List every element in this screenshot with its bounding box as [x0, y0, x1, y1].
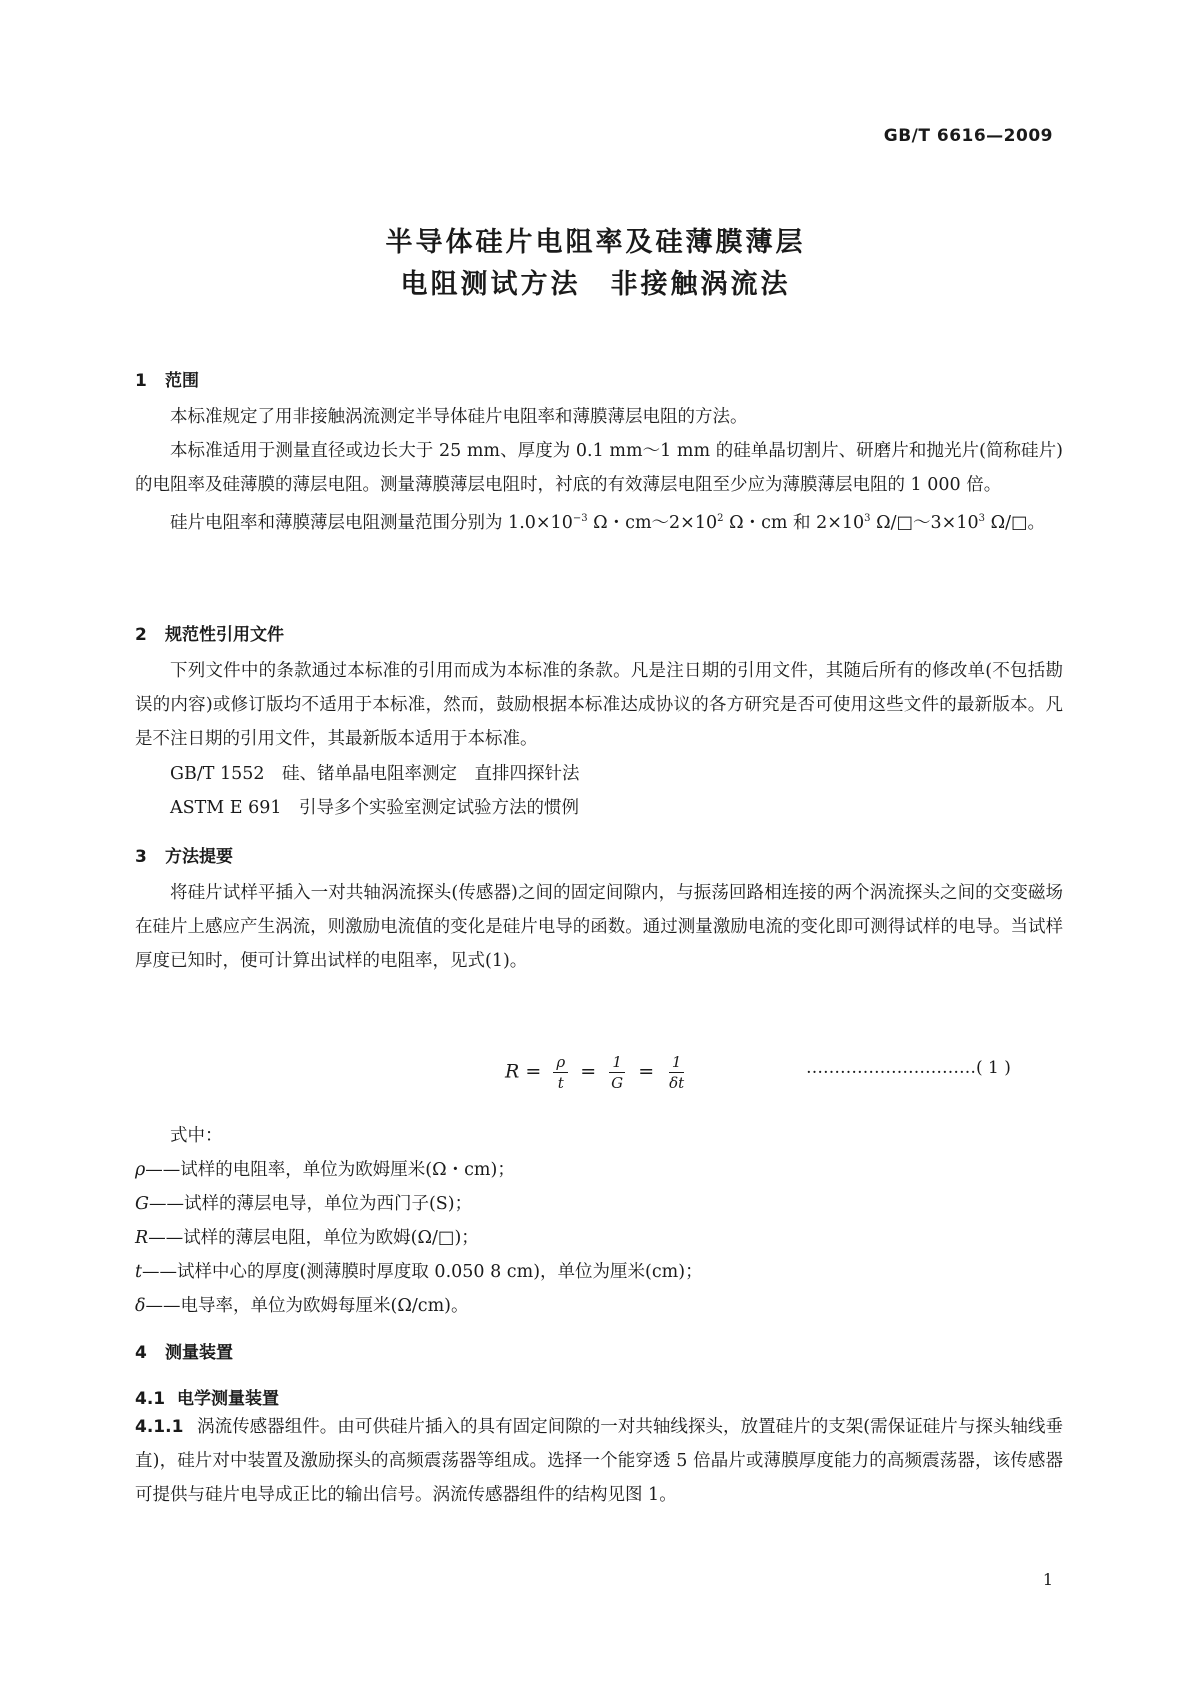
text-run: Ω・cm～2×10	[587, 512, 718, 533]
section-2-body	[135, 654, 1063, 756]
section-number: 2	[135, 625, 147, 645]
exponent: 3	[864, 513, 871, 524]
variable-description: ——试样的薄层电阻，单位为欧姆(Ω/□)；	[148, 1228, 479, 1248]
variable-description: ——电导率，单位为欧姆每厘米(Ω/cm)。	[145, 1296, 469, 1316]
denominator: G	[611, 1074, 624, 1092]
section-3-body	[135, 876, 1063, 978]
section-4-heading	[135, 1338, 233, 1363]
section-title: 测量装置	[165, 1343, 233, 1363]
section-title: 范围	[165, 371, 199, 391]
reference-gb-t-1552: GB/T 1552 硅、锗单晶电阻率测定 直排四探针法	[170, 764, 580, 784]
standard-code: GB/T 6616—2009	[883, 126, 1053, 146]
subsection-title: 电学测量装置	[177, 1389, 279, 1409]
resistance-equation	[505, 1052, 693, 1093]
clause-text: 涡流传感器组件。由可供硅片插入的具有固定间隙的一对共轴线探头，放置硅片的支架(需保证硅片与探头轴线垂直)，硅片对中装置及激励探头的高频震荡器等组成。选择一个能穿透 5 倍晶片或薄膜厚度能力的高频震荡器，该传感器可提供与硅片电导成正比的输出信号。涡流传感器组件的结构见图 1。	[135, 1417, 1063, 1505]
section-number: 1	[135, 371, 147, 391]
paragraph: 本标准适用于测量直径或边长大于 25 mm、厚度为 0.1 mm～1 mm 的硅单晶切割片、研磨片和抛光片(简称硅片)的电阻率及硅薄膜的薄层电阻。测量薄膜薄层电阻时，衬底的有效薄层电阻至少应为薄膜薄层电阻的 1 000 倍。	[135, 441, 1063, 495]
equation-number: …………………………( 1 )	[806, 1058, 1011, 1078]
variable-delta-definition	[135, 1292, 469, 1317]
fraction-one-over-delta-t	[666, 1052, 687, 1093]
section-3-heading	[135, 842, 233, 867]
variable-description: ——试样的薄层电导，单位为西门子(S)；	[148, 1194, 473, 1214]
fraction-rho-over-t	[553, 1052, 568, 1093]
exponent: 3	[978, 513, 985, 524]
section-number: 4	[135, 1343, 147, 1363]
subsection-4-1-heading	[135, 1384, 279, 1409]
variable-description: ——试样中心的厚度(测薄膜时厚度取 0.050 8 cm)，单位为厘米(cm)；	[142, 1262, 703, 1282]
variable-symbol: R	[135, 1228, 149, 1248]
numerator: 1	[609, 1052, 625, 1073]
section-1-heading	[135, 366, 199, 391]
title-line-1: 半导体硅片电阻率及硅薄膜薄层	[385, 227, 806, 258]
reference-astm-e-691: ASTM E 691 引导多个实验室测定试验方法的惯例	[170, 798, 580, 818]
equals-sign: =	[580, 1060, 597, 1083]
section-2-heading	[135, 620, 284, 645]
variable-description: ——试样的电阻率，单位为欧姆厘米(Ω・cm)；	[145, 1160, 515, 1180]
section-title: 规范性引用文件	[165, 625, 284, 645]
equation-lhs: R =	[505, 1060, 542, 1083]
paragraph: 下列文件中的条款通过本标准的引用而成为本标准的条款。凡是注日期的引用文件，其随后所有的修改单(不包括勘误的内容)或修订版均不适用于本标准，然而，鼓励根据本标准达成协议的各方研究是否可使用这些文件的最新版本。凡是不注日期的引用文件，其最新版本适用于本标准。	[135, 661, 1063, 749]
exponent: 2	[717, 513, 724, 524]
variable-t-definition	[135, 1258, 703, 1283]
section-number: 3	[135, 847, 147, 867]
denominator: t	[557, 1074, 564, 1092]
paragraph: 本标准规定了用非接触涡流测定半导体硅片电阻率和薄膜薄层电阻的方法。	[170, 407, 748, 427]
text-run: Ω/□。	[985, 512, 1046, 533]
title-line-2: 电阻测试方法 非接触涡流法	[400, 269, 791, 300]
numerator: 1	[669, 1052, 685, 1073]
section-title: 方法提要	[165, 847, 233, 867]
paragraph: 将硅片试样平插入一对共轴涡流探头(传感器)之间的固定间隙内，与振荡回路相连接的两个涡流探头之间的交变磁场在硅片上感应产生涡流，则激励电流值的变化是硅片电导的函数。通过测量激励电流的变化即可测得试样的电导。当试样厚度已知时，便可计算出试样的电阻率，见式(1)。	[135, 883, 1063, 971]
variable-symbol: δ	[135, 1296, 146, 1316]
variable-r-definition	[135, 1224, 479, 1249]
text-run: 硅片电阻率和薄膜薄层电阻测量范围分别为 1.0×10	[170, 512, 573, 533]
denominator: δt	[669, 1074, 685, 1092]
variable-symbol: t	[135, 1262, 143, 1282]
variable-symbol: ρ	[135, 1160, 146, 1180]
equals-sign: =	[638, 1060, 655, 1083]
subsection-4-1-1-body	[135, 1410, 1063, 1512]
section-1-body	[135, 400, 1063, 540]
subsection-number: 4.1	[135, 1389, 166, 1409]
numerator: ρ	[553, 1052, 568, 1073]
where-label: 式中：	[170, 1126, 223, 1146]
fraction-one-over-g	[608, 1052, 626, 1093]
paragraph	[135, 502, 1063, 540]
exponent: −3	[572, 513, 588, 524]
variable-rho-definition	[135, 1156, 515, 1181]
text-run: Ω・cm 和 2×10	[723, 512, 865, 533]
text-run: Ω/□～3×10	[870, 512, 979, 533]
variable-symbol: G	[135, 1194, 149, 1214]
clause-number: 4.1.1	[135, 1417, 184, 1437]
paragraph	[135, 1410, 1063, 1512]
page-number: 1	[1042, 1570, 1053, 1589]
variable-g-definition	[135, 1190, 472, 1215]
